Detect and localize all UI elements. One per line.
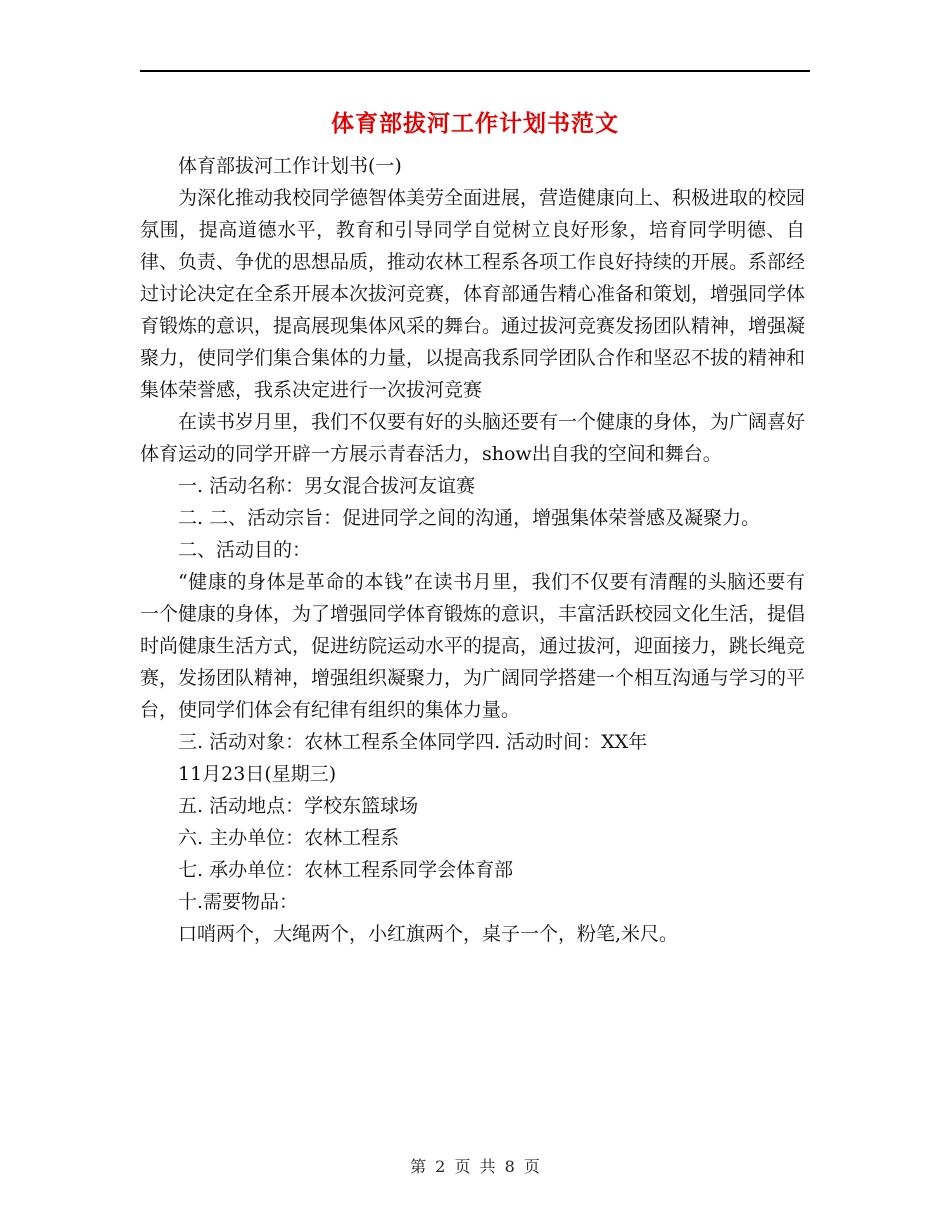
list-item: 七. 承办单位：农林工程系同学会体育部 bbox=[178, 859, 514, 881]
document-title: 体育部拔河工作计划书范文 bbox=[331, 110, 619, 137]
section-heading: 二、活动目的： bbox=[178, 539, 312, 561]
list-item: 五. 活动地点：学校东篮球场 bbox=[178, 795, 419, 817]
subtitle-paragraph: 体育部拔河工作计划书(一) bbox=[178, 155, 402, 177]
list-item: 二. 二、活动宗旨：促进同学之间的沟通，增强集体荣誉感及凝聚力。 bbox=[178, 507, 761, 529]
document-body bbox=[140, 150, 805, 950]
list-item-continuation: 口哨两个，大绳两个，小红旗两个，桌子一个，粉笔,米尺。 bbox=[178, 923, 679, 945]
list-item: 三. 活动对象：农林工程系全体同学四. 活动时间：XX年 bbox=[178, 731, 648, 753]
page-number: 第 2 页 共 8 页 bbox=[410, 1157, 540, 1176]
list-item: 十.需要物品： bbox=[178, 891, 299, 913]
header-rule bbox=[140, 70, 810, 72]
list-item: 六. 主办单位：农林工程系 bbox=[178, 827, 400, 849]
body-paragraph: 在读书岁月里，我们不仅要有好的头脑还要有一个健康的身体，为广阔喜好体育运动的同学开辟一方展示青春活力，show出自我的空间和舞台。 bbox=[140, 411, 806, 465]
body-paragraph: “健康的身体是革命的本钱”在读书月里，我们不仅要有清醒的头脑还要有一个健康的身体，为了增强同学体育锻炼的意识，丰富活跃校园文化生活，提倡时尚健康生活方式，促进纺院运动水平的提高，通过拔河，迎面接力，跳长绳竞赛，发扬团队精神，增强组织凝聚力，为广阔同学搭建一个相互沟通与学习的平台，使同学们体会有纪律有组织的集体力量。 bbox=[140, 571, 806, 721]
list-item-continuation: 11月23日(星期三) bbox=[178, 763, 337, 785]
list-item: 一. 活动名称：男女混合拔河友谊赛 bbox=[178, 475, 476, 497]
body-paragraph: 为深化推动我校同学德智体美劳全面进展，营造健康向上、积极进取的校园氛围，提高道德水平，教育和引导同学自觉树立良好形象，培育同学明德、自律、负责、争优的思想品质，推动农林工程系各项工作良好持续的开展。系部经过讨论决定在全系开展本次拔河竞赛，体育部通告精心准备和策划，增强同学体育锻炼的意识，提高展现集体风采的舞台。通过拔河竞赛发扬团队精神，增强凝聚力，使同学们集合集体的力量，以提高我系同学团队合作和坚忍不拔的精神和集体荣誉感，我系决定进行一次拔河竞赛 bbox=[140, 187, 806, 401]
